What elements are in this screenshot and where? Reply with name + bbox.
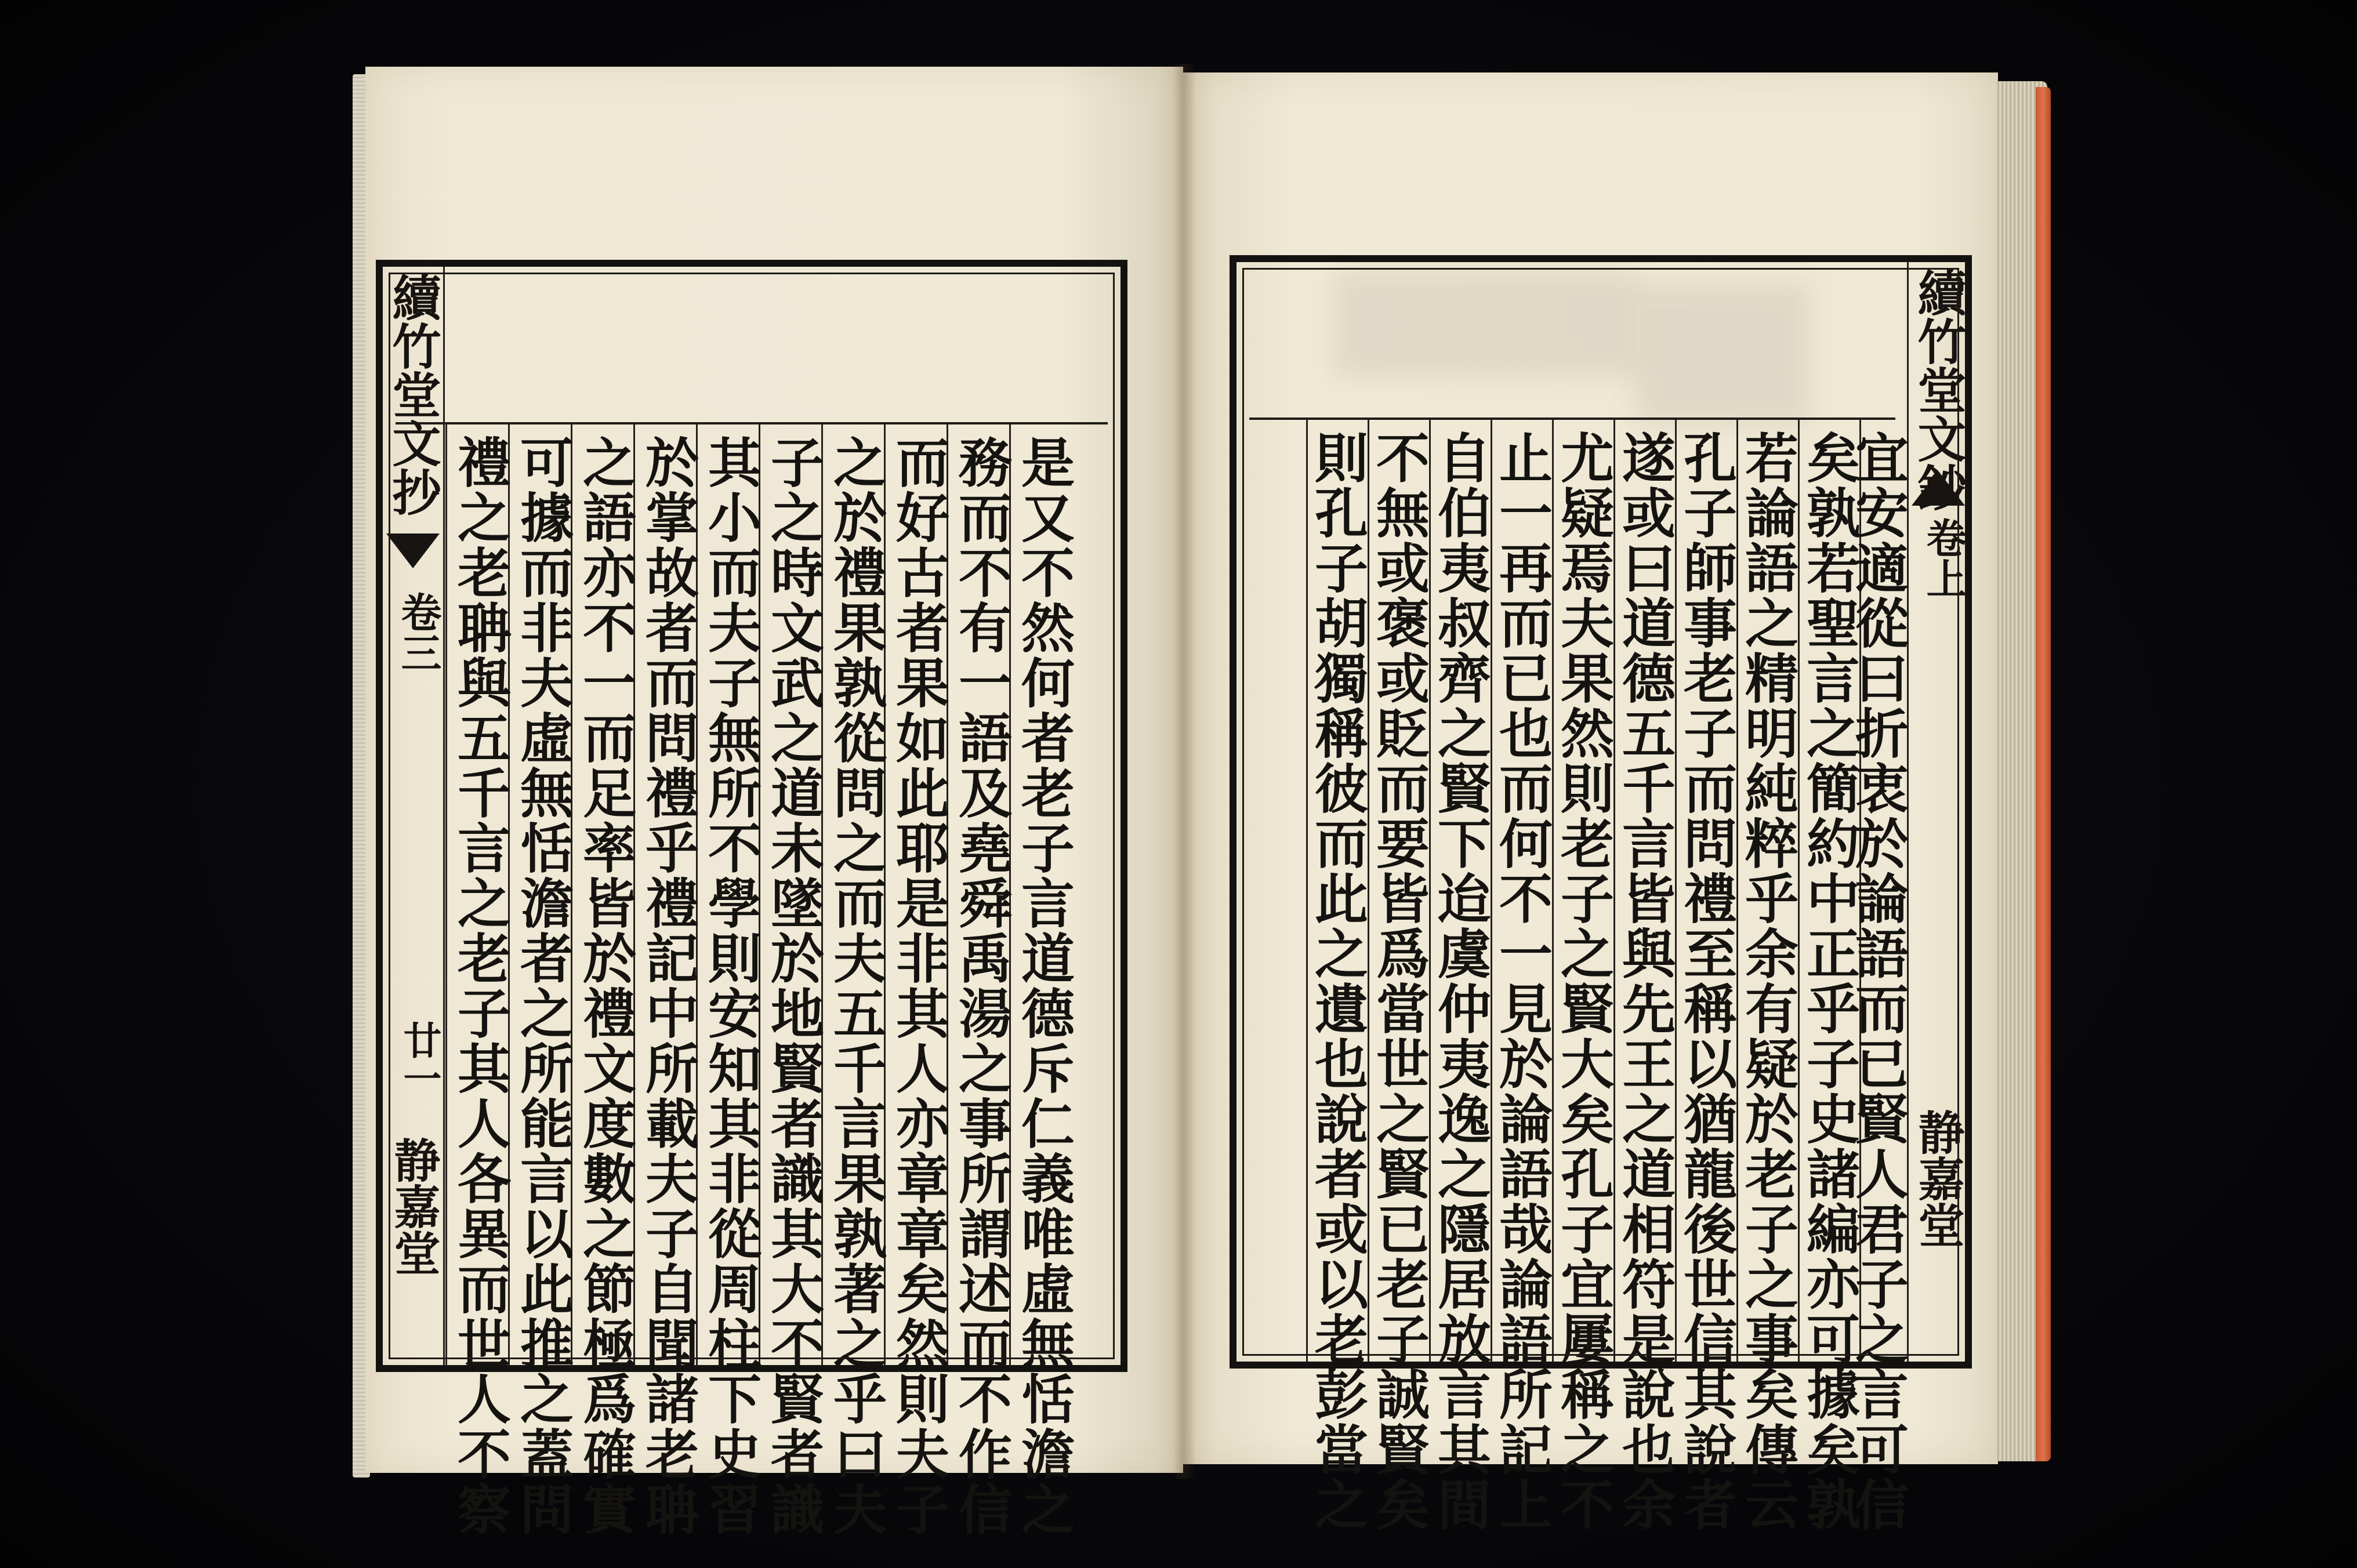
text-column-10: 禮之老聃與五千言之老子其人各異而世人不察 [449, 435, 512, 1537]
column-rule [445, 423, 447, 1366]
right-text-frame [1230, 255, 1972, 1532]
column-rule [508, 423, 510, 1366]
text-column-3: 而好古者果如此耶是非其人亦章章矣然則夫子 [887, 435, 950, 1537]
text-column-6: 尤疑焉夫果然則老子之賢大矣孔子宜屢稱之不 [1552, 430, 1615, 1532]
left-header-band [383, 267, 1121, 423]
left-header-rule [396, 422, 1108, 424]
right-publisher-mark: 静嘉堂 [1910, 1109, 1965, 1248]
book-gutter [1173, 64, 1196, 1479]
column-rule [1368, 419, 1369, 1362]
strip-rule [1907, 262, 1909, 1362]
column-rule [1429, 419, 1431, 1362]
column-rule [947, 423, 948, 1366]
column-rule [1736, 419, 1738, 1362]
right-margin-juan: 卷上 [1920, 517, 1968, 598]
left-fish-tail-upper [386, 533, 440, 568]
text-column-10: 則孔子胡獨稱彼而此之遺也說者或以老彭當之 [1306, 430, 1369, 1532]
right-fish-tail-upper [1912, 471, 1965, 506]
text-column-7: 止一再而已也而何不一見於論語哉論語所記上 [1491, 430, 1553, 1532]
text-column-9: 可據而非夫虛無恬澹者之所能言以此推之蓋問 [512, 435, 574, 1537]
column-rule [571, 423, 572, 1366]
column-rule [1552, 419, 1554, 1362]
column-rule [696, 423, 698, 1366]
column-rule [1675, 419, 1677, 1362]
right-header-rule [1249, 418, 1895, 420]
text-column-2: 務而不有一語及堯舜禹湯之事所謂述而不作信 [950, 435, 1013, 1537]
left-center-strip [379, 263, 443, 1371]
left-page-number: 廿一 [397, 1021, 442, 1097]
text-column-8: 自伯夷叔齊之賢下迨虞仲夷逸之隱居放言其間 [1429, 430, 1492, 1532]
fore-edge-red [2036, 87, 2051, 1461]
text-column-1: 是又不然何者老子言道德斥仁義唯虛無恬澹之 [1013, 435, 1075, 1537]
column-rule [1306, 419, 1308, 1362]
column-rule [1798, 419, 1800, 1362]
text-column-3: 若論語之精明純粹乎余有疑於老子之事矣傳云 [1736, 430, 1799, 1532]
right-header-band [1236, 262, 1965, 419]
text-column-5: 遂或曰道德五千言皆與先王之道相符是說也余 [1613, 430, 1676, 1532]
column-rule [884, 423, 886, 1366]
left-margin-title: 續竹堂文抄 [385, 273, 442, 516]
text-column-9: 不無或褒或貶而要皆爲當世之賢已老子誠賢矣 [1368, 430, 1430, 1532]
column-rule [633, 423, 635, 1366]
left-publisher-mark: 静嘉堂 [386, 1137, 441, 1276]
text-column-2: 矣孰若聖言之簡約中正乎子史諸編亦可據矣孰 [1798, 430, 1861, 1532]
left-text-frame [376, 260, 1127, 1537]
column-rule [1491, 419, 1492, 1362]
text-column-7: 於掌故者而問禮乎禮記中所載夫子自聞諸老聃 [637, 435, 699, 1537]
text-column-5: 子之時文武之道未墜於地賢者識其大不賢者識 [762, 435, 825, 1537]
text-column-4: 孔子師事老子而問禮至稱以猶龍後世信其說者 [1675, 430, 1738, 1532]
column-rule [1859, 419, 1861, 1362]
strip-rule [443, 267, 445, 1365]
column-rule [821, 423, 823, 1366]
text-column-8: 之語亦不一而足率皆於禮文度數之節極爲確實 [574, 435, 637, 1537]
left-margin-juan: 卷三 [394, 591, 443, 673]
column-rule [759, 423, 760, 1366]
right-margin-title: 續竹堂文鈔 [1910, 268, 1967, 511]
text-column-6: 其小而夫子無所不學則安知其非從周柱下史習 [699, 435, 762, 1537]
column-rule [1009, 423, 1011, 1366]
text-column-4: 之於禮果孰從問之而夫五千言果孰著之乎曰夫 [825, 435, 887, 1537]
text-column-1: 宜安適從曰折衷於論語而已賢人君子之言可信 [1847, 430, 1909, 1532]
column-rule [1613, 419, 1615, 1362]
